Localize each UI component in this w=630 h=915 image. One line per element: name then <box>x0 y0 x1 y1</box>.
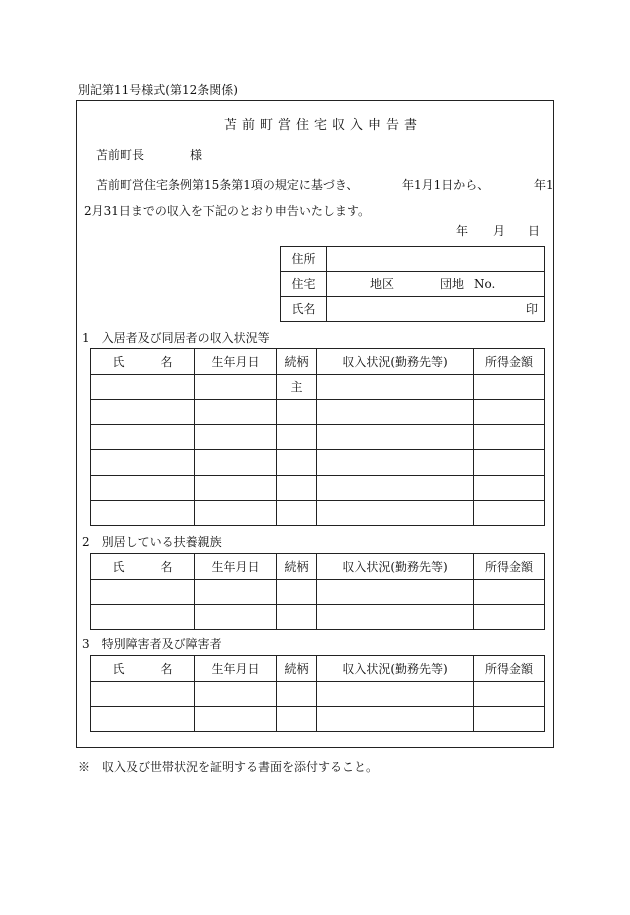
relation-cell[interactable] <box>277 476 317 501</box>
name-label: 氏名 <box>281 297 327 322</box>
name-cell[interactable] <box>91 682 195 707</box>
section-1-table <box>90 348 545 526</box>
income-cell[interactable] <box>317 425 474 450</box>
date-month: 月 <box>493 224 506 238</box>
birth-cell[interactable] <box>195 707 277 732</box>
col-name: 氏 名 <box>91 349 195 375</box>
body-line2: 2月31日までの収入を下記のとおり申告いたします。 <box>84 204 370 218</box>
col-income: 収入状況(勤務先等) <box>317 349 474 375</box>
amount-cell[interactable] <box>474 580 545 605</box>
table-row <box>91 707 545 732</box>
number-label: No. <box>474 277 496 291</box>
relation-cell[interactable] <box>277 400 317 425</box>
name-cell[interactable] <box>91 450 195 476</box>
table-row <box>91 501 545 526</box>
col-name: 氏 名 <box>91 554 195 580</box>
name-cell[interactable] <box>91 580 195 605</box>
birth-cell[interactable] <box>195 580 277 605</box>
income-cell[interactable] <box>317 580 474 605</box>
body-line1-c: 年1 <box>534 178 554 192</box>
name-cell[interactable] <box>91 400 195 425</box>
amount-cell[interactable] <box>474 682 545 707</box>
housing-field[interactable] <box>327 272 545 297</box>
col-relation: 続柄 <box>277 349 317 375</box>
relation-cell[interactable] <box>277 682 317 707</box>
relation-cell[interactable] <box>277 501 317 526</box>
col-income: 収入状況(勤務先等) <box>317 656 474 682</box>
housing-label: 住宅 <box>281 272 327 297</box>
income-cell[interactable] <box>317 476 474 501</box>
district-label: 地区 <box>370 277 395 291</box>
name-cell[interactable] <box>91 375 195 400</box>
section-3-heading: 3 特別障害者及び障害者 <box>82 637 222 651</box>
relation-cell[interactable] <box>277 605 317 630</box>
col-relation: 続柄 <box>277 656 317 682</box>
relation-cell[interactable] <box>277 707 317 732</box>
amount-cell[interactable] <box>474 375 545 400</box>
header-row <box>91 656 545 682</box>
date-year: 年 <box>456 224 469 238</box>
body-line1-a: 苫前町営住宅条例第15条第1項の規定に基づき、 <box>96 178 359 192</box>
table-row <box>91 605 545 630</box>
col-birth: 生年月日 <box>195 656 277 682</box>
footnote: ※ 収入及び世帯状況を証明する書面を添付すること。 <box>78 760 379 774</box>
col-birth: 生年月日 <box>195 349 277 375</box>
col-income: 収入状況(勤務先等) <box>317 554 474 580</box>
col-amount: 所得金額 <box>474 554 545 580</box>
income-cell[interactable] <box>317 605 474 630</box>
name-cell[interactable] <box>91 707 195 732</box>
form-id: 別記第11号様式(第12条関係) <box>78 83 238 97</box>
name-cell[interactable] <box>91 476 195 501</box>
col-name: 氏 名 <box>91 656 195 682</box>
applicant-table <box>280 246 545 322</box>
income-cell[interactable] <box>317 707 474 732</box>
name-field[interactable] <box>327 297 545 322</box>
name-cell[interactable] <box>91 425 195 450</box>
income-cell[interactable] <box>317 400 474 425</box>
birth-cell[interactable] <box>195 682 277 707</box>
addressee-honorific: 様 <box>190 148 203 162</box>
amount-cell[interactable] <box>474 425 545 450</box>
amount-cell[interactable] <box>474 605 545 630</box>
table-row <box>91 375 545 400</box>
income-cell[interactable] <box>317 501 474 526</box>
table-row <box>91 425 545 450</box>
complex-label: 団地 <box>440 277 465 291</box>
name-cell[interactable] <box>91 605 195 630</box>
birth-cell[interactable] <box>195 501 277 526</box>
birth-cell[interactable] <box>195 400 277 425</box>
address-field[interactable] <box>327 247 545 272</box>
amount-cell[interactable] <box>474 476 545 501</box>
section-2-heading: 2 別居している扶養親族 <box>82 535 222 549</box>
col-birth: 生年月日 <box>195 554 277 580</box>
relation-cell[interactable]: 主 <box>277 375 317 400</box>
amount-cell[interactable] <box>474 400 545 425</box>
income-cell[interactable] <box>317 450 474 476</box>
col-relation: 続柄 <box>277 554 317 580</box>
section-2-table <box>90 553 545 630</box>
birth-cell[interactable] <box>195 425 277 450</box>
col-amount: 所得金額 <box>474 656 545 682</box>
table-row <box>91 682 545 707</box>
header-row <box>91 349 545 375</box>
relation-cell[interactable] <box>277 580 317 605</box>
birth-cell[interactable] <box>195 375 277 400</box>
table-row <box>91 580 545 605</box>
table-row <box>91 400 545 425</box>
relation-cell[interactable] <box>277 425 317 450</box>
body-line1-b: 年1月1日から、 <box>402 178 490 192</box>
section-1-heading: 1 入居者及び同居者の収入状況等 <box>82 331 270 345</box>
birth-cell[interactable] <box>195 450 277 476</box>
form-title: 苫前町営住宅収入申告書 <box>224 118 423 133</box>
table-row <box>91 476 545 501</box>
birth-cell[interactable] <box>195 476 277 501</box>
col-amount: 所得金額 <box>474 349 545 375</box>
addressee-name: 苫前町長 <box>96 148 145 162</box>
table-row <box>91 450 545 476</box>
header-row <box>91 554 545 580</box>
income-cell[interactable] <box>317 682 474 707</box>
amount-cell[interactable] <box>474 707 545 732</box>
address-label: 住所 <box>281 247 327 272</box>
date-day: 日 <box>528 224 541 238</box>
relation-cell[interactable] <box>277 450 317 476</box>
section-3-table <box>90 655 545 732</box>
amount-cell[interactable] <box>474 450 545 476</box>
amount-cell[interactable] <box>474 501 545 526</box>
seal-label: 印 <box>525 302 538 316</box>
birth-cell[interactable] <box>195 605 277 630</box>
income-cell[interactable] <box>317 375 474 400</box>
name-cell[interactable] <box>91 501 195 526</box>
